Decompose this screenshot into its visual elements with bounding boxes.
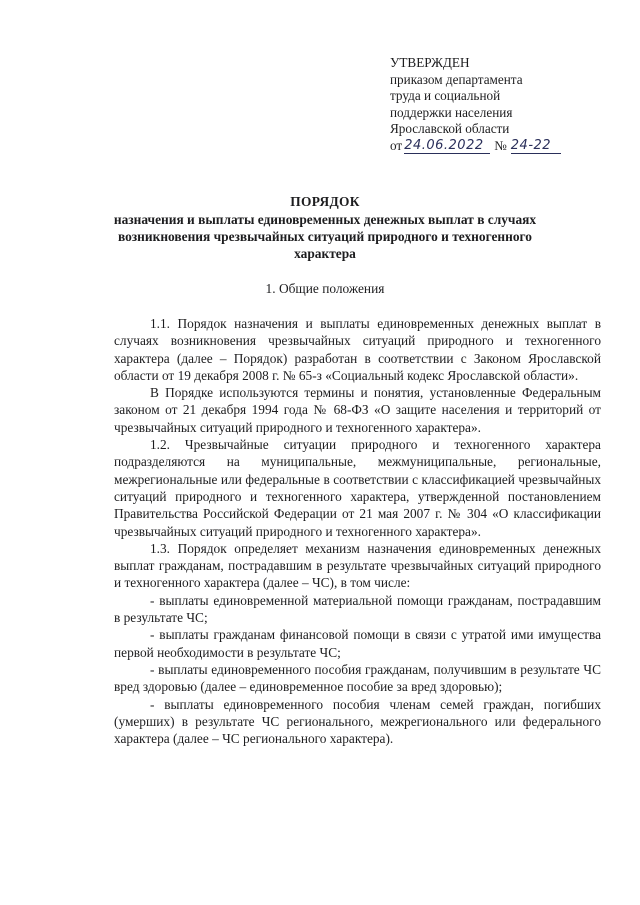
list-item: - выплаты единовременного пособия гражданам, получившим в результате ЧС вред здоровью (далее – единовременное пособие за вред здоровью); xyxy=(114,661,601,695)
date-prefix: от xyxy=(390,137,403,153)
approval-line: приказом департамента xyxy=(390,71,523,87)
handwritten-date: 24.06.2022 xyxy=(404,139,490,154)
document-title-block xyxy=(110,193,540,262)
list-item: - выплаты единовременной материальной помощи гражданам, пострадавшим в результате ЧС; xyxy=(114,592,601,626)
approval-line: поддержки населения xyxy=(390,104,513,120)
number-prefix: № xyxy=(494,137,507,153)
list-item: - выплаты гражданам финансовой помощи в связи с утратой ими имущества первой необходимости в результате ЧС; xyxy=(114,627,601,660)
document-body xyxy=(114,315,601,747)
paragraph: 1.2. Чрезвычайные ситуации природного и техногенного характера подразделяются на муниципальные, межмуниципальные, региональные, межрегиональные или федеральные в соответствии с классификацией чрезвычайных ситуаций природного и техногенного характера, утвержденной постановлением Правительства Российской Федерации от 21 мая 2007 г. № 304 «О классификации чрезвычайных ситуаций природного и техногенного характера». xyxy=(114,437,601,539)
approval-stamp xyxy=(390,55,590,154)
paragraph: 1.1. Порядок назначения и выплаты единовременных денежных выплат в случаях возникновения чрезвычайных ситуаций природного и техногенного характера (далее – Порядок) разработан в соответствии с Законом Ярославской области от 19 декабря 2008 г. № 65-з «Социальный кодекс Ярославской области». xyxy=(114,316,601,383)
approval-date-line xyxy=(390,138,590,155)
section-heading: 1. Общие положения xyxy=(265,281,385,296)
approval-line: труда и социальной xyxy=(390,88,501,103)
document-title: ПОРЯДОК xyxy=(290,194,360,209)
document-subtitle: назначения и выплаты единовременных денежных выплат в случаях возникновения чрезвычайных ситуаций природного и техногенного характера xyxy=(113,212,537,261)
approval-line: Ярославской области xyxy=(390,121,510,136)
paragraph: 1.3. Порядок определяет механизм назначения единовременных денежных выплат гражданам, пострадавшим в результате чрезвычайных ситуаций природного и техногенного характера (далее – ЧС), в том числе: xyxy=(114,540,601,591)
list-item: - выплаты единовременного пособия членам семей граждан, погибших (умерших) в результате ЧС регионального, межрегионального или федерального характера (далее – ЧС регионального характера). xyxy=(114,696,601,747)
handwritten-number: 24-22 xyxy=(511,139,561,154)
approval-heading: УТВЕРЖДЕН xyxy=(390,55,470,70)
paragraph: В Порядке используются термины и понятия, установленные Федеральным законом от 21 декабря 1994 года № 68-ФЗ «О защите населения и территорий от чрезвычайных ситуаций природного и техногенного характера». xyxy=(114,385,601,435)
